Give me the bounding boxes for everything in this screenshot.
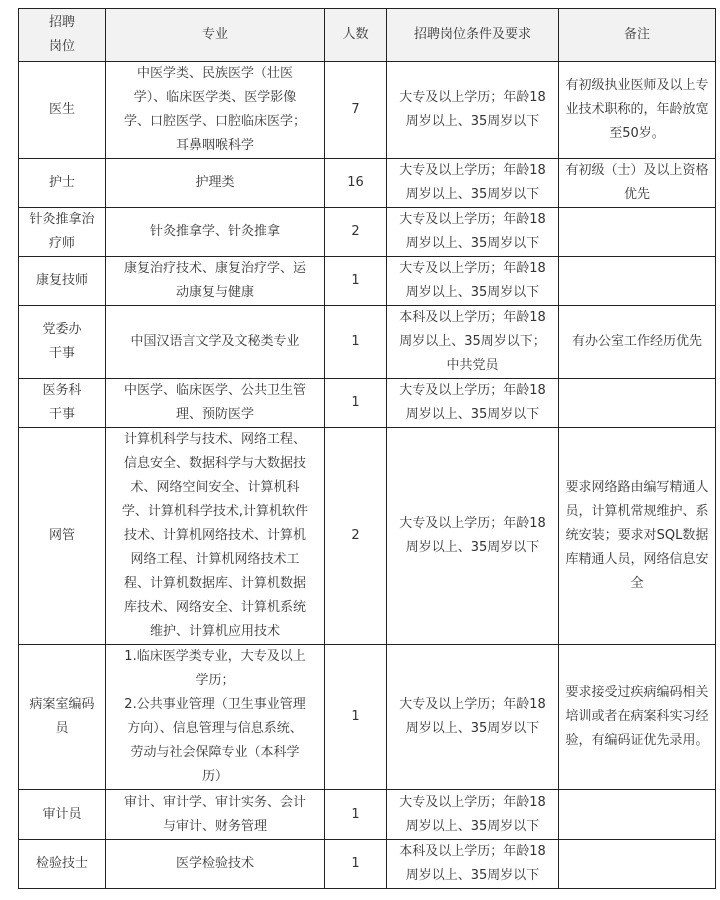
cell-major-line: 审计、审计学、审计实务、会计: [123, 794, 306, 810]
cell-count: 1: [325, 379, 387, 428]
cell-major: [106, 257, 325, 306]
cell-count: 2: [325, 208, 387, 257]
cell-position: [19, 428, 106, 645]
cell-notes: [559, 790, 716, 840]
cell-notes: [559, 62, 716, 159]
cell-requirements: [387, 379, 559, 428]
table-row: [19, 62, 716, 159]
table-row: [19, 379, 716, 428]
cell-major: [106, 306, 325, 379]
cell-major-line: 学、计算机科学技术,计算机软件: [121, 504, 309, 519]
cell-notes-line: 有办公室工作经历优先: [571, 334, 702, 349]
cell-requirements-line: 周岁以上、35周岁以下；: [399, 334, 546, 349]
cell-major-line: 护理类: [195, 175, 235, 190]
table-row: [19, 840, 716, 889]
cell-requirements-line: 大专及以上学历；年龄18: [399, 163, 546, 178]
header-count: 人数: [325, 9, 387, 62]
header-requirements: 招聘岗位条件及要求: [387, 9, 559, 62]
cell-requirements-line: 中共党员: [446, 358, 499, 373]
cell-position: [19, 379, 106, 428]
cell-requirements-line: 周岁以上、35周岁以下: [405, 818, 540, 834]
cell-major-line: 动康复与健康: [175, 285, 254, 300]
cell-position: [19, 645, 106, 790]
cell-requirements-line: 大专及以上学历；年龄18: [399, 383, 546, 398]
cell-major-line: 术、网络空间安全、计算机科: [130, 480, 300, 495]
cell-major-line: 程、计算机数据库、计算机数据: [123, 576, 306, 591]
table-row: [19, 645, 716, 790]
cell-requirements-line: 周岁以上、35周岁以下: [405, 285, 540, 300]
header-major: 专业: [106, 9, 325, 62]
cell-requirements-line: 周岁以上、35周岁以下: [405, 721, 540, 736]
cell-count: 1: [325, 645, 387, 790]
cell-count: 2: [325, 428, 387, 645]
cell-major-line: 中医学类、民族医学（壮医: [136, 66, 293, 81]
table-row: [19, 257, 716, 306]
cell-notes-line: 要求接受过疾病编码相关: [565, 685, 709, 700]
cell-major-line: 方向）、信息管理与信息系统、: [127, 721, 303, 736]
cell-requirements: [387, 840, 559, 889]
cell-notes: [559, 379, 716, 428]
cell-major: [106, 159, 325, 208]
cell-major-line: 理、预防医学: [175, 407, 254, 422]
cell-position: [19, 159, 106, 208]
table-row: [19, 790, 716, 840]
cell-requirements-line: 周岁以上、35周岁以下: [405, 868, 540, 883]
cell-requirements-line: 本科及以上学历；年龄18: [399, 844, 546, 859]
cell-major-line: 1.临床医学类专业，大专及以上: [124, 649, 306, 664]
cell-count: 1: [325, 306, 387, 379]
cell-requirements-line: 周岁以上、35周岁以下: [405, 236, 540, 251]
table-row: [19, 208, 716, 257]
cell-position-line: 康复技师: [35, 273, 88, 288]
cell-requirements-line: 周岁以上、35周岁以下: [405, 407, 540, 422]
cell-requirements: [387, 645, 559, 790]
cell-notes-line: 全: [630, 576, 644, 591]
cell-requirements-line: 周岁以上、35周岁以下: [405, 540, 540, 555]
cell-major: [106, 790, 325, 840]
table-row: [19, 428, 716, 645]
cell-position-line: 疗师: [48, 236, 75, 251]
cell-notes: [559, 645, 716, 790]
cell-position-line: 针灸推拿治: [29, 212, 95, 227]
header-position-line1: 招聘: [48, 15, 75, 30]
cell-major-line: 与审计、财务管理: [162, 818, 267, 834]
cell-requirements-line: 周岁以上、35周岁以下: [405, 114, 540, 129]
cell-major-line: 学历；: [195, 673, 235, 688]
cell-requirements-line: 本科及以上学历；年龄18: [399, 310, 546, 325]
cell-position-line: 干事: [48, 407, 75, 422]
cell-major-line: 耳鼻咽喉科学: [175, 138, 254, 153]
cell-notes-line: 优先: [623, 187, 650, 202]
cell-major-line: 劳动与社会保障专业（本科学: [130, 745, 300, 760]
cell-major-line: 库技术、网络安全、计算机系统: [123, 600, 306, 615]
cell-notes: [559, 306, 716, 379]
cell-major-line: 学）、临床医学类、医学影像: [133, 90, 297, 105]
cell-major-line: 学、口腔医学、口腔临床医学；: [123, 114, 306, 129]
cell-requirements: [387, 306, 559, 379]
cell-major-line: 计算机科学与技术、网络工程、: [123, 432, 306, 447]
cell-position-line: 病案室编码: [29, 697, 95, 712]
cell-count: 1: [325, 790, 387, 840]
table-header-row: [19, 9, 716, 62]
cell-requirements-line: 大专及以上学历；年龄18: [399, 697, 546, 712]
cell-notes: [559, 428, 716, 645]
cell-position-line: 审计员: [42, 806, 82, 822]
cell-position: [19, 790, 106, 840]
cell-requirements: [387, 208, 559, 257]
cell-position-line: 干事: [48, 346, 75, 361]
cell-requirements: [387, 790, 559, 840]
cell-notes-line: 培训或者在病案科实习经: [565, 709, 709, 724]
cell-count: 1: [325, 257, 387, 306]
cell-major-line: 康复治疗技术、康复治疗学、运: [123, 261, 306, 276]
cell-notes: [559, 257, 716, 306]
header-position: [19, 9, 106, 62]
cell-major-line: 网络工程、计算机网络技术工: [130, 552, 300, 567]
cell-requirements-line: 大专及以上学历；年龄18: [399, 516, 546, 531]
cell-notes-line: 员，计算机常规维护、系: [565, 504, 709, 519]
cell-major-line: 医学检验技术: [175, 856, 254, 871]
cell-position-line: 医务科: [42, 383, 82, 398]
recruitment-table: [18, 8, 716, 889]
header-position-line2: 岗位: [48, 39, 75, 54]
cell-position: [19, 840, 106, 889]
cell-position-line: 护士: [48, 175, 75, 190]
cell-major: [106, 840, 325, 889]
cell-position-line: 党委办: [42, 322, 82, 337]
cell-major-line: 技术、计算机网络技术、计算机: [123, 528, 306, 543]
cell-requirements: [387, 62, 559, 159]
cell-major: [106, 208, 325, 257]
cell-requirements-line: 周岁以上、35周岁以下: [405, 187, 540, 202]
cell-position: [19, 62, 106, 159]
cell-notes-line: 验，有编码证优先录用。: [565, 733, 709, 748]
cell-requirements-line: 大专及以上学历；年龄18: [399, 212, 546, 227]
cell-major: [106, 428, 325, 645]
cell-position-line: 员: [55, 721, 69, 736]
cell-notes-line: 有初级执业医师及以上专: [565, 78, 709, 93]
cell-major-line: 历）: [201, 769, 228, 784]
cell-major: [106, 379, 325, 428]
cell-major-line: 维护、计算机应用技术: [149, 624, 280, 639]
cell-notes: [559, 159, 716, 208]
cell-requirements-line: 大专及以上学历；年龄18: [399, 794, 546, 810]
cell-notes-line: 有初级（士）及以上资格: [565, 163, 709, 178]
cell-major: [106, 645, 325, 790]
cell-count: 16: [325, 159, 387, 208]
cell-major-line: 信息安全、数据科学与大数据技: [123, 456, 306, 471]
cell-notes-line: 至50岁。: [609, 126, 665, 141]
cell-requirements-line: 大专及以上学历；年龄18: [399, 90, 546, 105]
cell-position: [19, 257, 106, 306]
table-row: [19, 159, 716, 208]
cell-position: [19, 208, 106, 257]
cell-major-line: 中医学、临床医学、公共卫生管: [123, 383, 306, 398]
cell-position-line: 检验技士: [35, 856, 88, 871]
cell-notes: [559, 840, 716, 889]
table-row: [19, 306, 716, 379]
cell-major: [106, 62, 325, 159]
cell-requirements: [387, 428, 559, 645]
cell-major-line: 针灸推拿学、针灸推拿: [149, 224, 280, 239]
cell-major-line: 中国汉语言文学及文秘类专业: [130, 334, 300, 349]
recruitment-table-body: [19, 9, 716, 889]
cell-notes-line: 业技术职称的，年龄放宽: [565, 102, 709, 117]
cell-notes-line: 要求网络路由编写精通人: [565, 480, 709, 495]
cell-position-line: 网管: [48, 528, 75, 543]
cell-major-line: 2.公共事业管理（卫生事业管理: [124, 697, 306, 712]
cell-position: [19, 306, 106, 379]
cell-notes-line: 统安装；要求对SQL数据: [565, 528, 709, 543]
cell-count: 1: [325, 840, 387, 889]
header-notes: 备注: [559, 9, 716, 62]
cell-notes-line: 库精通人员，网络信息安: [565, 552, 709, 567]
cell-count: 7: [325, 62, 387, 159]
cell-notes: [559, 208, 716, 257]
cell-requirements-line: 大专及以上学历；年龄18: [399, 261, 546, 276]
cell-position-line: 医生: [48, 102, 75, 117]
cell-requirements: [387, 159, 559, 208]
cell-requirements: [387, 257, 559, 306]
